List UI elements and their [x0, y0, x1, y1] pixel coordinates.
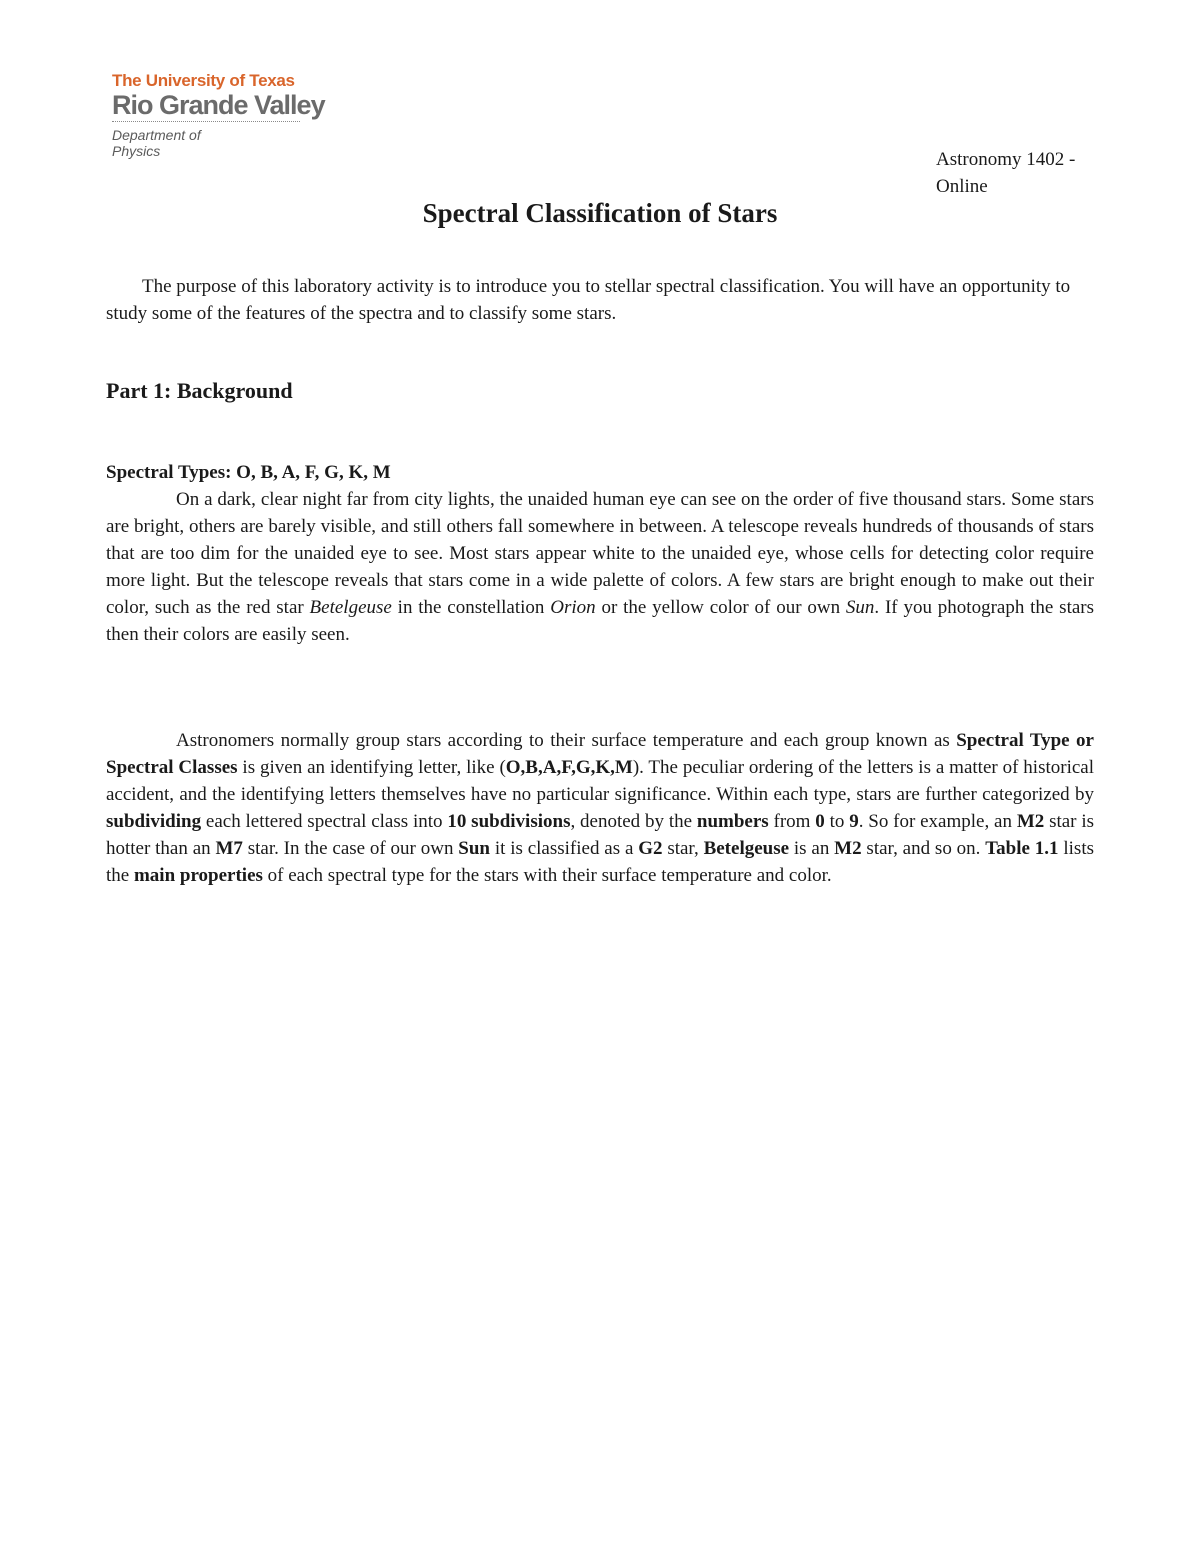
para1-betelgeuse: Betelgeuse: [309, 597, 392, 618]
para2-text: star is hotter than an: [106, 811, 1095, 859]
background-paragraph-2: [106, 727, 1094, 889]
part1-heading: Part 1: Background: [106, 378, 293, 403]
para2-text: to: [824, 811, 850, 832]
document-title: Spectral Classification of Stars: [422, 198, 778, 228]
para2-text: it is classified as a: [489, 838, 639, 859]
logo-divider: [112, 121, 300, 122]
course-label-line1: Astronomy 1402 -: [936, 149, 1076, 170]
spectral-types-heading: Spectral Types: O, B, A, F, G, K, M: [106, 462, 391, 483]
para2-text: Astronomers normally group stars according to their surface temperature and each group known as: [176, 730, 957, 751]
para2-text: star,: [662, 838, 704, 859]
para2-bold: 0: [815, 811, 825, 832]
para2-bold: Sun: [458, 838, 490, 859]
logo-department-line2: Physics: [112, 143, 161, 159]
para2-text: of each spectral type for the stars with their surface temperature and color.: [262, 865, 832, 886]
para2-bold: numbers: [696, 811, 769, 832]
para1-orion: Orion: [550, 597, 596, 618]
background-paragraph-1: [106, 486, 1094, 648]
para2-text: is an: [789, 838, 835, 859]
para2-bold: M7: [215, 838, 243, 859]
para2-bold: M2: [1016, 811, 1045, 832]
para2-text: is given an identifying letter, like (: [237, 757, 506, 778]
para1-text: in the constellation: [391, 597, 551, 618]
para2-text: star, and so on.: [861, 838, 986, 859]
para2-text: . So for example, an: [858, 811, 1017, 832]
course-label-line2: Online: [936, 176, 988, 197]
para1-text: On a dark, clear night far from city lights, the unaided human eye can see on the order of five thousand stars. Some stars are bright, others are barely visible, and still others fall somewhere in between. A telescope reveals hundreds of thousands of stars that are too dim for the unaided eye to see. Most stars appear white to the unaided eye, whose cells for detecting color require more light. But the telescope reveals that stars come in a wide palette of colors. A few stars are bright enough to make out their color, such as the red star: [106, 489, 1094, 618]
para2-bold: O,B,A,F,G,K,M: [505, 757, 633, 778]
para2-bold: subdividing: [106, 811, 202, 832]
para2-bold: M2: [834, 838, 862, 859]
para2-text: star. In the case of our own: [242, 838, 459, 859]
para2-bold: 9: [849, 811, 859, 832]
para2-bold: Table 1.1: [985, 838, 1059, 859]
university-logo: [112, 72, 342, 159]
para2-text: , denoted by the: [570, 811, 697, 832]
para2-bold: G2: [638, 838, 663, 859]
para2-text: each lettered spectral class into: [201, 811, 448, 832]
logo-university-name: The University of Texas: [112, 71, 295, 90]
intro-paragraph: The purpose of this laboratory activity is to introduce you to stellar spectral classification. You will have an opportunity to study some of the features of the spectra and to classify some stars.: [106, 276, 1071, 324]
course-label: [936, 146, 1116, 200]
para2-bold: Spectral Type or Spectral Classes: [106, 730, 1094, 778]
logo-department-line1: Department of: [112, 127, 201, 143]
para1-sun: Sun: [845, 597, 875, 618]
para1-text: . If you photograph the stars then their colors are easily seen.: [106, 597, 1095, 645]
para2-bold: Betelgeuse: [703, 838, 790, 859]
para2-text: ). The peculiar ordering of the letters is a matter of historical accident, and the identifying letters themselves have no particular significance. Within each type, stars are further categorized by: [106, 757, 1095, 805]
para2-bold: 10 subdivisions: [447, 811, 571, 832]
para1-text: or the yellow color of our own: [595, 597, 846, 618]
para2-text: lists the: [106, 838, 1095, 886]
para2-bold: main properties: [133, 865, 263, 886]
logo-campus-name: Rio Grande Valley: [112, 90, 325, 120]
para2-text: from: [768, 811, 816, 832]
